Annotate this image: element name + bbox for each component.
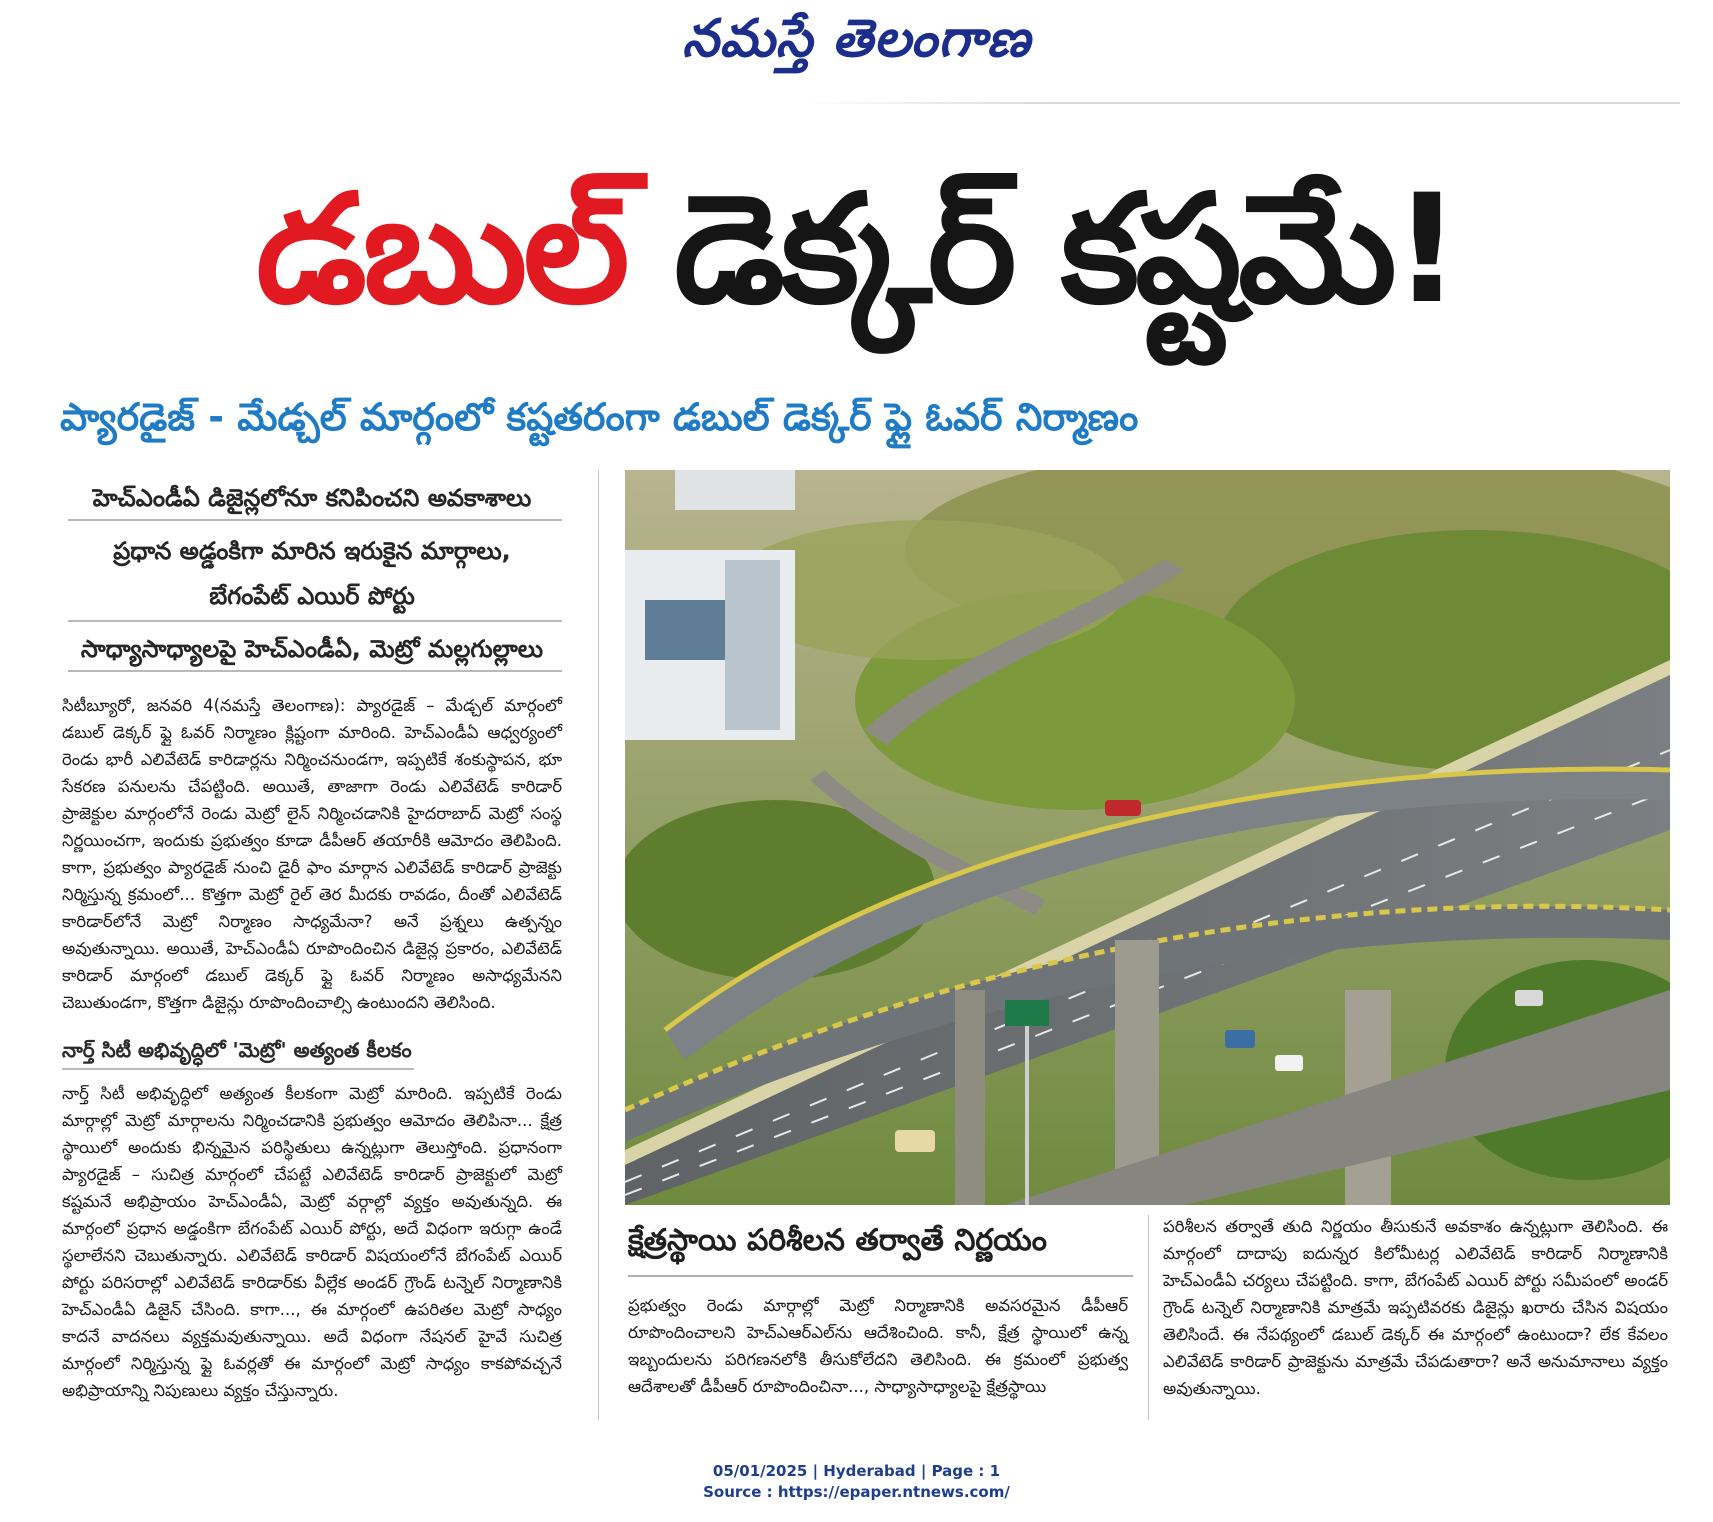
- deck-rule: [68, 620, 562, 622]
- deck-line-2: ప్రధాన అడ్డంకిగా మారిన ఇరుకైన మార్గాలు,: [113, 537, 511, 565]
- crosshead-rule: [628, 1275, 1133, 1277]
- deck-rule: [68, 519, 562, 521]
- flyover-illustration: [625, 470, 1670, 1205]
- deck-line-4: సాధ్యాసాధ్యాలపై హెచ్‌ఎండీఏ, మెట్రో మల్లగుల్లాలు: [80, 635, 544, 663]
- article-paragraph-3: ప్రభుత్వం రెండు మార్గాల్లో మెట్రో నిర్మాణానికి అవసరమైన డీపీఆర్ రూపొందించాలని హెచ్‌ఎఆర్‌ఎల్‌ను ఆదేశించింది. కానీ, క్షేత్ర స్థాయిలో ఉన్న ఇబ్బందులను పరిగణనలోకి తీసుకోలేదని తెలిసింది. ఈ క్రమంలో ప్రభుత్వ ఆదేశాలతో డీపీఆర్ రూపొందించినా..., సాధ్యాసాధ్యాలపై క్షేత్రస్థాయి: [628, 1296, 1128, 1396]
- crosshead-north-city: నార్త్ సిటీ అభివృద్ధిలో 'మెట్రో' అత్యంత కీలకం: [62, 1038, 412, 1062]
- newspaper-masthead: నమస్తే తెలంగాణ: [682, 8, 1031, 69]
- deck-rule: [68, 670, 562, 672]
- headline: [0, 150, 1713, 350]
- deck-line-1: హెచ్‌ఎండీఏ డిజైన్లలోనూ కనిపించని అవకాశాలు: [92, 484, 532, 512]
- masthead-rule: [800, 102, 1680, 104]
- crosshead-rule: [62, 1068, 414, 1070]
- crosshead-field-inspection: క్షేత్రస్థాయి పరిశీలన తర్వాతే నిర్ణయం: [628, 1223, 1047, 1258]
- deck-line-3: బేగంపేట్ ఎయిర్ పోర్టు: [209, 582, 415, 610]
- column-divider: [1148, 1215, 1149, 1420]
- subheadline: ప్యారడైజ్ - మేడ్చల్ మార్గంలో కష్టతరంగా డబుల్ డెక్కర్ ఫ్లై ఓవర్ నిర్మాణం: [60, 395, 1139, 439]
- footer-source: Source : https://epaper.ntnews.com/: [703, 1483, 1010, 1501]
- article-paragraph-1: సిటీబ్యూరో, జనవరి 4(నమస్తే తెలంగాణ): ప్యారడైజ్ – మేడ్చల్ మార్గంలో డబుల్ డెక్కర్ ఫ్లై ఓవర్ నిర్మాణం క్లిష్టంగా మారింది. హెచ్‌ఎండీఏ ఆధ్వర్యంలో రెండు భారీ ఎలివేటెడ్ కారిడార్లను నిర్మించనుండగా, ఇప్పటికే శంకుస్థాపన, భూ సేకరణ పనులను చేపట్టింది. అయితే, తాజాగా రెండు ఎలివేటెడ్ కారిడార్ ప్రాజెక్టుల మార్గంలోనే రెండు మెట్రో లైన్ నిర్మించడానికి హైదరాబాద్ మెట్రో సంస్థ నిర్ణయించగా, ఇందుకు ప్రభుత్వం కూడా డీపీఆర్ తయారీకి ఆమోదం తెలిపింది. కాగా, ప్రభుత్వం ప్యారడైజ్ నుంచి డైరీ ఫాం మార్గాన ఎలివేటెడ్ కారిడార్ ప్రాజెక్టు నిర్మిస్తున్న క్రమంలో... కొత్తగా మెట్రో రైల్ తెర మీదకు రావడం, దీంతో ఎలివేటెడ్ కారిడార్‌లోనే మెట్రో నిర్మాణం సాధ్యమేనా? అనే ప్రశ్నలు ఉత్పన్నం అవుతున్నాయి. అయితే, హెచ్‌ఎండీఏ రూపొందించిన డిజైన్ల ప్రకారం, ఎలివేటెడ్ కారిడార్ మార్గంలో డబుల్ డెక్కర్ ఫ్లై ఓవర్ నిర్మాణం అసాధ్యమేనని చెబుతుండగా, కొత్తగా డిజైన్లు రూపొందించాల్సి ఉంటుందని తెలిసింది.: [62, 696, 562, 1012]
- flyover-photo: [625, 470, 1670, 1205]
- article-paragraph-4: పరిశీలన తర్వాతే తుది నిర్ణయం తీసుకునే అవకాశం ఉన్నట్లుగా తెలిసింది. ఈ మార్గంలో దాదాపు ఐదున్నర కిలోమీటర్ల ఎలివేటెడ్ కారిడార్ నిర్మాణానికి హెచ్‌ఎండీఏ చర్యలు చేపట్టింది. కాగా, బేగంపేట్ ఎయిర్ పోర్టు సమీపంలో అండర్ గ్రౌండ్ టన్నెల్ నిర్మాణానికి మాత్రమే ఇప్పటివరకు డిజైన్లు ఖరారు చేసిన విషయం తెలిసిందే. ఈ నేపథ్యంలో డబుల్ డెక్కర్ ఈ మార్గంలో ఉంటుందా? లేక కేవలం ఎలివేటెడ్ కారిడార్ ప్రాజెక్టును మాత్రమే చేపడుతారా? అనే అనుమానాలు వ్యక్తం అవుతున్నాయి.: [1163, 1217, 1668, 1398]
- footer-dateline: 05/01/2025 | Hyderabad | Page : 1: [712, 1462, 1001, 1480]
- headline-black-words: డెక్కర్ కష్టమే!: [673, 163, 1458, 337]
- article-paragraph-2: నార్త్ సిటీ అభివృద్ధిలో అత్యంత కీలకంగా మెట్రో మారింది. ఇప్పటికే రెండు మార్గాల్లో మెట్రో మార్గాలను నిర్మించడానికి ప్రభుత్వం ఆమోదం తెలిపినా... క్షేత్ర స్థాయిలో అందుకు భిన్నమైన పరిస్థితులు ఉన్నట్లుగా తెలుస్తోంది. ప్రధానంగా ప్యారడైజ్ – సుచిత్ర మార్గంలో చేపట్టే ఎలివేటెడ్ కారిడార్ ప్రాజెక్టులో మెట్రో కష్టమనే అభిప్రాయం హెచ్‌ఎండీఏ, మెట్రో వర్గాల్లో వ్యక్తం అవుతున్నది. ఈ మార్గంలో ప్రధాన అడ్డంకిగా బేగంపేట్ ఎయిర్ పోర్టు, అదే విధంగా ఇరుగ్గా ఉండే స్థలాలేనని చెబుతున్నారు. ఎలివేటెడ్ కారిడార్ విషయంలోనే బేగంపేట్ ఎయిర్ పోర్టు పరిసరాల్లో ఎలివేటెడ్ కారిడార్‌కు వీల్లేక అండర్ గ్రౌండ్ టన్నెల్ నిర్మాణానికి హెచ్‌ఎండీఏ డిజైన్ చేసింది. కాగా..., ఈ మార్గంలో ఉపరితల మెట్రో సాధ్యం కాదనే వాదనలు వ్యక్తమవుతున్నాయి. అదే విధంగా నేషనల్ హైవే సుచిత్ర మార్గంలో నిర్మిస్తున్న ఫ్లై ఓవర్లతో ఈ మార్గంలో మెట్రో సాధ్యం కాకపోవచ్చనే అభిప్రాయాన్ని నిపుణులు వ్యక్తం చేస్తున్నారు.: [62, 1084, 562, 1400]
- headline-red-word: డబుల్: [255, 163, 626, 337]
- column-divider: [598, 470, 599, 1420]
